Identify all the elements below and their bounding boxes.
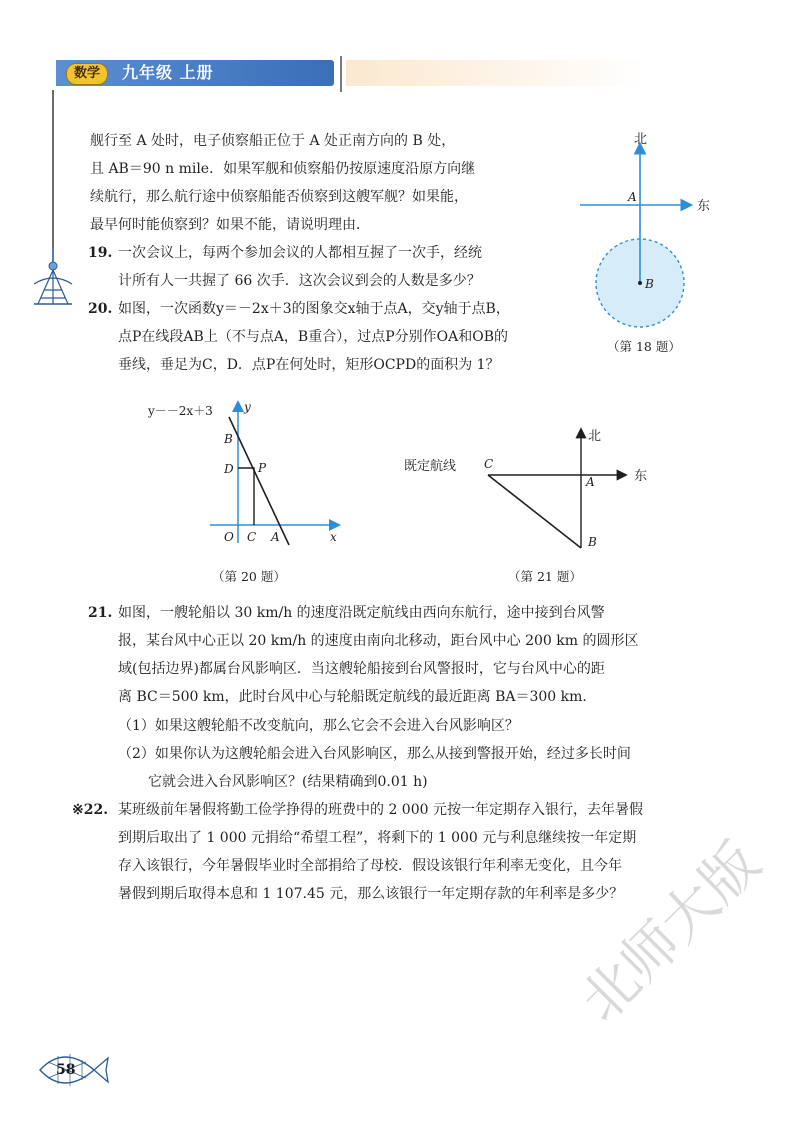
p19-line-2: 计所有人一共握了 66 次手．这次会议到会的人数是多少？ [118,273,481,289]
east-label: 东 [697,199,711,214]
p20-line-1: 如图，一次函数y＝－2x＋3的图象交x轴于点A，交y轴于点B， [118,301,510,317]
figure-20 [140,395,350,590]
label-o: O [224,530,234,544]
p22-line-1: 某班级前年暑假将勤工俭学挣得的班费中的 2 000 元按一年定期存入银行，去年暑假 [118,802,643,818]
p18-line-3: 续航行，那么航行途中侦察船能否侦察到这艘军舰？如果能， [90,189,468,205]
p19-number: 19. [88,245,113,261]
p21-line-1: 如图，一艘轮船以 30 km/h 的速度沿既定航线由西向东航行，途中接到台风警 [118,605,605,621]
label-b: B [588,535,597,549]
p22-line-4: 暑假到期后取得本息和 1 107.45 元，那么该银行一年定期存款的年利率是多少？ [118,886,624,902]
east-label: 东 [634,469,648,484]
label-a: A [628,190,637,204]
p21-line-4: 离 BC＝500 km，此时台风中心与轮船既定航线的最近距离 BA＝300 km． [118,689,597,705]
subject-badge: 数学 [66,63,108,85]
p22-number: ※22. [72,802,109,818]
p20-line-3: 垂线，垂足为C，D．点P在何处时，矩形OCPD的面积为 1？ [118,357,500,373]
page-number: 58 [56,1062,76,1078]
rectangle-ocpd [238,468,254,525]
margin-line [52,90,54,248]
north-label: 北 [634,132,648,147]
figure-18-caption: （第 18 题） [607,339,681,354]
point-b [638,281,642,285]
publisher-watermark: 北师大版 [568,830,773,1035]
label-b: B [645,277,654,291]
figure-21-caption: （第 21 题） [508,569,582,584]
y-axis-label: y [244,400,251,414]
label-c: C [247,530,257,544]
p21-line-2: 报，某台风中心正以 20 km/h 的速度由南向北移动，距台风中心 200 km 的圆形区 [118,633,639,649]
p18-line-2: 且 AB＝90 n mile．如果军舰和侦察船仍按原速度沿原方向继 [90,161,476,177]
figure-21 [400,420,670,590]
p20-line-2: 点P在线段AB上（不与点A，B重合），过点P分别作OA和OB的 [118,329,508,345]
p21-sub-2-line-2: 它就会进入台风影响区？(结果精确到0.01 h) [148,774,428,790]
header-divider [340,56,342,92]
label-p: P [258,461,267,475]
north-label: 北 [588,429,602,444]
function-label: y－－2x＋3 [148,404,213,418]
p22-line-2: 到期后取出了 1 000 元捐给“希望工程”，将剩下的 1 000 元与利息继续按一年定期 [118,830,637,846]
p19-line-1: 一次会议上，每两个参加会议的人都相互握了一次手，经统 [118,245,482,261]
route-label: 既定航线 [404,459,457,474]
x-axis-label: x [330,530,337,544]
p21-sub-1: （1）如果这艘轮船不改变航向，那么它会不会进入台风影响区？ [118,718,519,734]
p21-sub-2-line-1: （2）如果你认为这艘轮船会进入台风影响区，那么从接到警报开始，经过多长时间 [118,746,631,762]
book-title: 九年级 上册 [122,63,214,82]
p18-line-4: 最早何时能侦察到？如果不能，请说明理由． [90,217,370,233]
p21-line-3: 域(包括边界)都属台风影响区．当这艘轮船接到台风警报时，它与台风中心的距 [118,661,605,677]
p20-number: 20. [88,301,113,317]
figure-18 [575,125,725,360]
header-decor-strip [346,60,646,86]
figure-20-caption: （第 20 题） [212,569,286,584]
p21-number: 21. [88,605,113,621]
tower-icon [30,246,76,308]
label-a: A [586,475,595,489]
p18-line-1: 舰行至 A 处时，电子侦察船正位于 A 处正南方向的 B 处， [90,133,456,149]
label-d: D [224,462,234,476]
label-a: A [271,530,280,544]
segment-cb [488,475,581,548]
label-b: B [224,432,233,446]
p22-line-3: 存入该银行，今年暑假毕业时全部捐给了母校．假设该银行年利率无变化，且今年 [118,858,622,874]
label-c: C [484,457,494,471]
